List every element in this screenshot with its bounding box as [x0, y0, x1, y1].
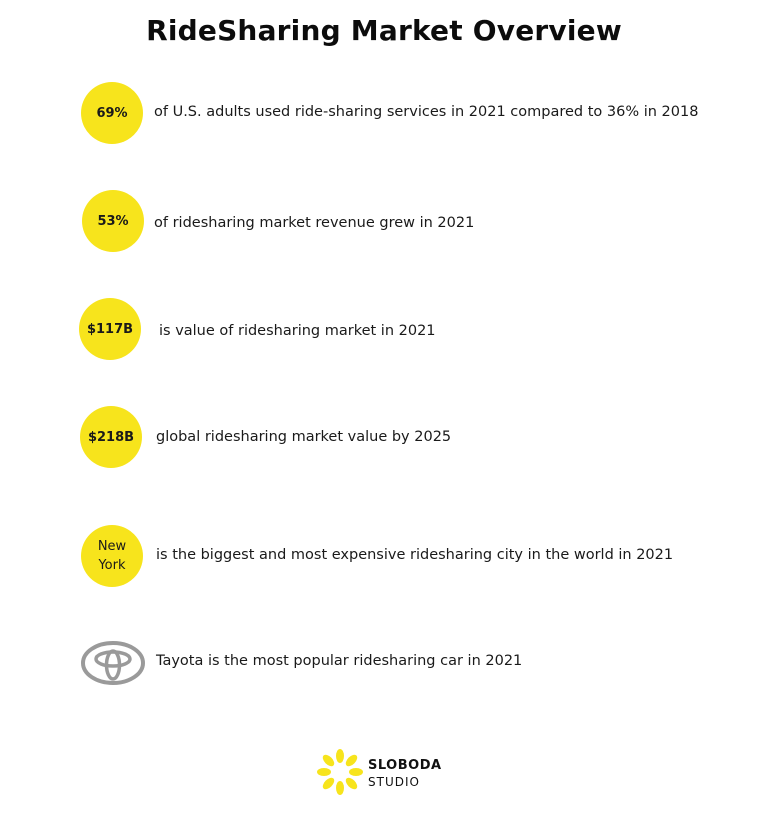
stat-text: global ridesharing market value by 2025 [156, 429, 452, 445]
stat-text: Tayota is the most popular ridesharing car in 2021 [156, 653, 523, 669]
brand-logo [316, 748, 456, 798]
stat-badge: $117B [79, 298, 141, 360]
page-title: RideSharing Market Overview [146, 14, 622, 47]
stat-badge-line: York [98, 558, 126, 573]
stat-text: of U.S. adults used ride-sharing services in 2021 compared to 36% in 2018 [154, 104, 699, 120]
stat-badge-line: New [97, 539, 127, 554]
stat-badge: 53% [82, 190, 144, 252]
stat-badge: $218B [80, 406, 142, 468]
stat-badge [81, 525, 143, 587]
stat-text: is value of ridesharing market in 2021 [159, 323, 436, 339]
stat-text: of ridesharing market revenue grew in 2021 [154, 215, 475, 231]
sloboda-flower-logo-icon [316, 748, 364, 796]
brand-name: SLOBODA [368, 758, 442, 773]
stat-text: is the biggest and most expensive ridesharing city in the world in 2021 [156, 547, 674, 563]
brand-subtitle: STUDIO [368, 775, 420, 789]
toyota-logo-icon [80, 638, 146, 688]
stat-badge: 69% [81, 82, 143, 144]
